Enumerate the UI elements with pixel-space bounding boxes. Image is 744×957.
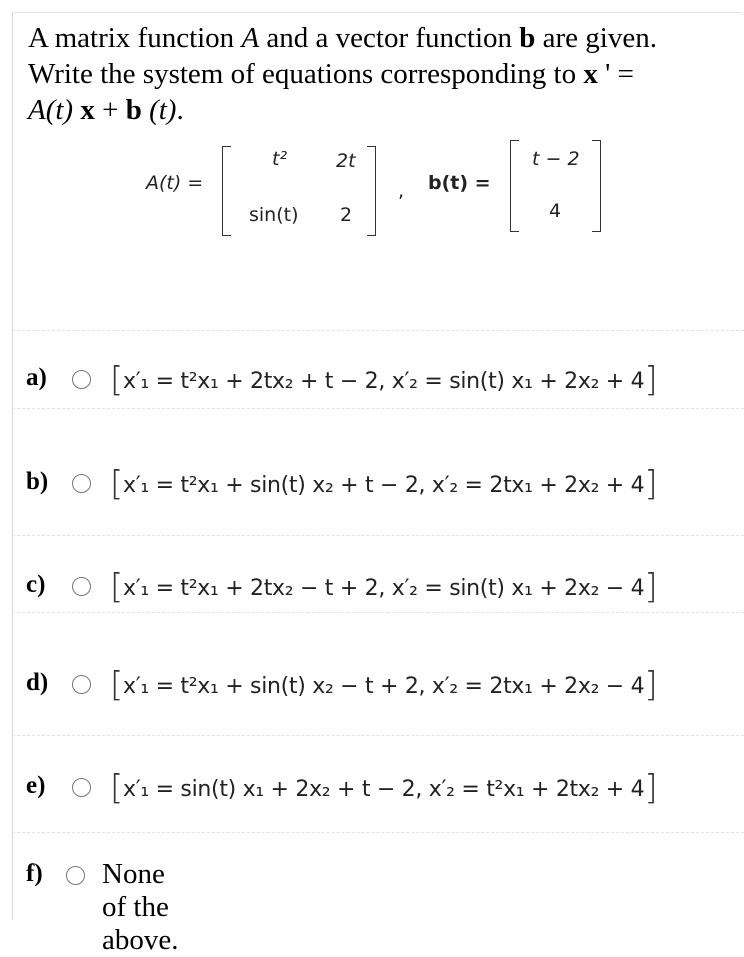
separator bbox=[12, 330, 744, 331]
option-label: b) bbox=[26, 468, 49, 495]
A-label: A(t) = bbox=[146, 172, 204, 194]
radio-button[interactable] bbox=[72, 370, 91, 389]
A-entry-22: 2 bbox=[340, 204, 353, 226]
option-equation: [x′₁ = t²x₁ + 2tx₂ + t − 2, x′₂ = sin(t) x₁ + 2x₂ + 4] bbox=[110, 360, 658, 400]
A-entry-12: 2t bbox=[336, 150, 356, 172]
A-entry-11: t² bbox=[272, 148, 288, 170]
b-entry-2: 4 bbox=[549, 200, 562, 222]
question-prompt bbox=[28, 20, 728, 128]
separator bbox=[12, 408, 744, 409]
A-entry-21: sin(t) bbox=[249, 204, 299, 226]
option-label: a) bbox=[26, 364, 47, 391]
option-label: f) bbox=[26, 860, 43, 887]
b-label: b(t) = bbox=[428, 172, 491, 194]
separator bbox=[12, 832, 744, 833]
b-bracket-right bbox=[592, 140, 601, 232]
option-label: d) bbox=[26, 669, 49, 696]
option-label: e) bbox=[26, 772, 46, 799]
option-label: c) bbox=[26, 571, 46, 598]
separator bbox=[12, 735, 744, 736]
radio-button[interactable] bbox=[72, 577, 91, 596]
option-equation: [x′₁ = t²x₁ + sin(t) x₂ − t + 2, x′₂ = 2tx₁ + 2x₂ − 4] bbox=[110, 665, 658, 705]
separator bbox=[12, 612, 744, 613]
radio-button[interactable] bbox=[66, 866, 85, 885]
A-bracket-left bbox=[222, 146, 231, 236]
option-equation: [x′₁ = t²x₁ + 2tx₂ − t + 2, x′₂ = sin(t) x₁ + 2x₂ − 4] bbox=[110, 567, 658, 607]
radio-button[interactable] bbox=[72, 474, 91, 493]
b-bracket-left bbox=[510, 140, 519, 232]
prompt-line-3: A(t) x + b (t). bbox=[28, 94, 184, 126]
A-bracket-right bbox=[367, 146, 376, 236]
separator bbox=[12, 535, 744, 536]
radio-button[interactable] bbox=[72, 675, 91, 694]
option-equation: [x′₁ = t²x₁ + sin(t) x₂ + t − 2, x′₂ = 2tx₁ + 2x₂ + 4] bbox=[110, 464, 658, 504]
matrix-comma: , bbox=[398, 180, 405, 202]
option-text: None of the above. bbox=[102, 858, 179, 956]
prompt-line-2: Write the system of equations corresponding to x ' = bbox=[28, 58, 634, 90]
prompt-line-1: A matrix function A and a vector function b are given. bbox=[28, 22, 657, 54]
option-equation: [x′₁ = sin(t) x₁ + 2x₂ + t − 2, x′₂ = t²x₁ + 2tx₂ + 4] bbox=[110, 768, 658, 808]
b-entry-1: t − 2 bbox=[532, 148, 580, 170]
radio-button[interactable] bbox=[72, 778, 91, 797]
